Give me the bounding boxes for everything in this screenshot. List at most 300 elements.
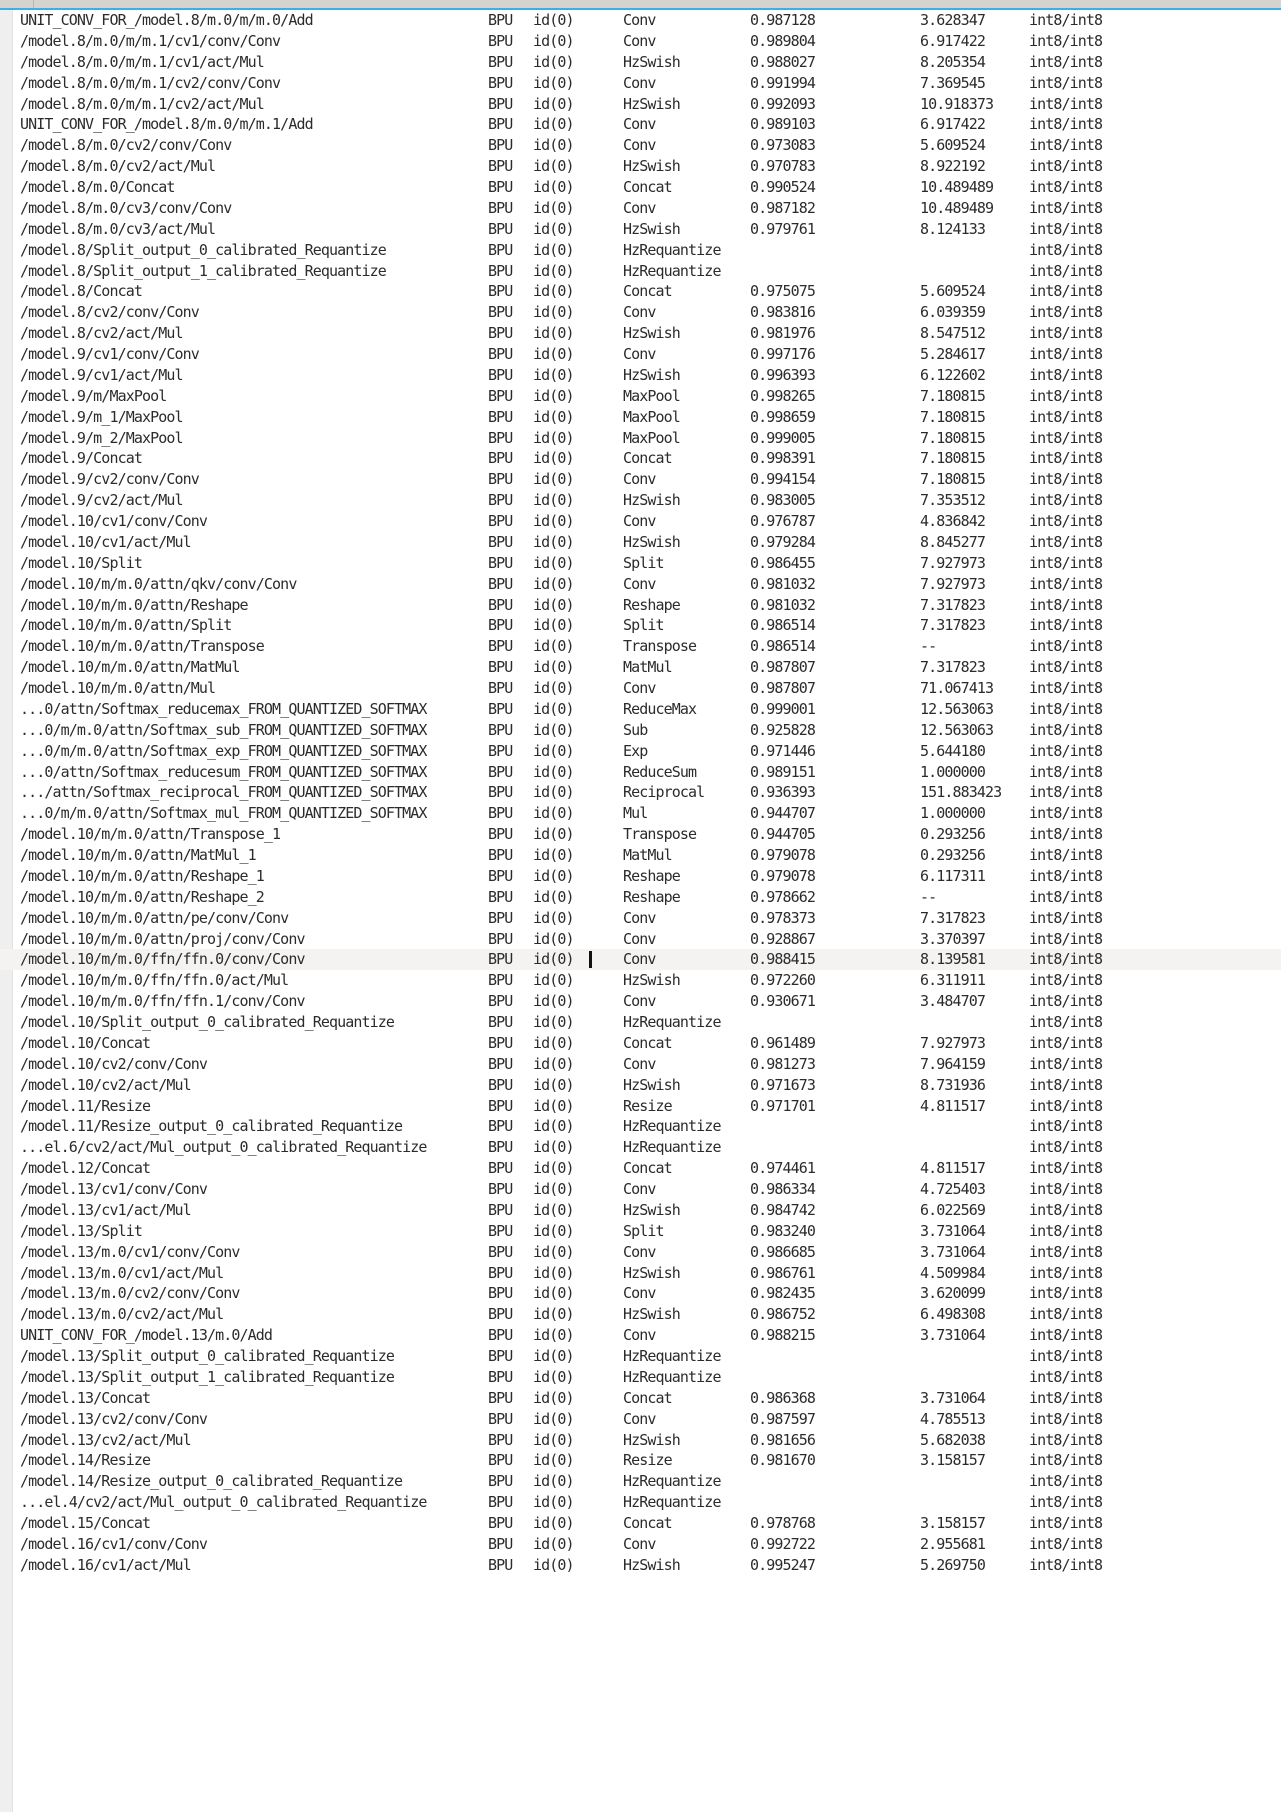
device-cell: BPU xyxy=(488,1347,513,1365)
device-cell: BPU xyxy=(488,1138,513,1157)
device-cell: BPU xyxy=(488,1493,513,1512)
node-name: /model.10/cv2/conv/Conv xyxy=(20,1054,208,1073)
subgraph-cell: id(0) xyxy=(533,1263,574,1282)
max-value-cell: 4.785513 xyxy=(920,1409,986,1428)
subgraph-cell: id(0) xyxy=(533,1472,574,1491)
dtype-cell: int8/int8 xyxy=(1029,1367,1103,1386)
text-line[interactable] xyxy=(0,261,1281,282)
max-value-cell: 8.205354 xyxy=(920,52,986,71)
op-type-cell: HzRequantize xyxy=(623,1347,721,1365)
dtype-cell: int8/int8 xyxy=(1029,908,1103,927)
text-line[interactable] xyxy=(0,1263,1281,1284)
max-value-cell: 8.731936 xyxy=(920,1075,986,1094)
text-line[interactable] xyxy=(0,281,1281,302)
cosine-similarity-cell: 0.990524 xyxy=(750,178,816,196)
device-cell: BPU xyxy=(488,282,513,301)
cosine-similarity-cell: 0.984742 xyxy=(750,1200,816,1219)
dtype-cell: int8/int8 xyxy=(1029,1430,1103,1449)
op-type-cell: Concat xyxy=(623,1159,672,1178)
subgraph-cell: id(0) xyxy=(533,512,574,530)
dtype-cell: int8/int8 xyxy=(1029,386,1103,405)
dtype-cell: int8/int8 xyxy=(1029,532,1103,551)
device-cell: BPU xyxy=(488,1472,513,1491)
op-type-cell: HzRequantize xyxy=(623,1013,721,1031)
node-name: /model.10/m/m.0/attn/Reshape xyxy=(20,595,248,614)
text-editor-content[interactable] xyxy=(0,10,1281,1576)
text-line[interactable] xyxy=(0,1200,1281,1221)
max-value-cell: 7.317823 xyxy=(920,595,986,614)
subgraph-cell: id(0) xyxy=(533,386,574,405)
text-line[interactable] xyxy=(0,1096,1281,1117)
text-line[interactable] xyxy=(0,824,1281,845)
device-cell: BPU xyxy=(488,136,513,155)
device-cell: BPU xyxy=(488,1200,513,1219)
dtype-cell: int8/int8 xyxy=(1029,866,1103,885)
node-name: /model.13/cv2/act/Mul xyxy=(20,1430,191,1449)
dtype-cell: int8/int8 xyxy=(1029,1472,1103,1491)
cosine-similarity-cell: 0.986752 xyxy=(750,1305,816,1324)
dtype-cell: int8/int8 xyxy=(1029,783,1103,802)
subgraph-cell: id(0) xyxy=(533,658,574,677)
device-cell: BPU xyxy=(488,73,513,92)
device-cell: BPU xyxy=(488,428,513,447)
text-line[interactable] xyxy=(0,887,1281,908)
text-line[interactable] xyxy=(0,177,1281,198)
subgraph-cell: id(0) xyxy=(533,637,574,656)
text-line[interactable] xyxy=(0,1492,1281,1513)
max-value-cell: 3.628347 xyxy=(920,11,986,29)
op-type-cell: HzSwish xyxy=(623,365,680,384)
text-line[interactable] xyxy=(0,219,1281,240)
node-name: /model.8/Split_output_0_calibrated_Requantize xyxy=(20,240,386,259)
text-line[interactable] xyxy=(0,1221,1281,1242)
text-line[interactable] xyxy=(0,490,1281,511)
dtype-cell: int8/int8 xyxy=(1029,261,1103,280)
text-line[interactable] xyxy=(0,636,1281,657)
text-line[interactable] xyxy=(0,929,1281,950)
op-type-cell: Conv xyxy=(623,31,656,50)
text-line[interactable] xyxy=(0,365,1281,386)
node-name: .../attn/Softmax_reciprocal_FROM_QUANTIZED_SOFTMAX xyxy=(20,783,427,802)
op-type-cell: HzSwish xyxy=(623,971,680,990)
node-name: /model.14/Resize_output_0_calibrated_Requantize xyxy=(20,1472,403,1491)
op-type-cell: Concat xyxy=(623,1033,672,1052)
cosine-similarity-cell: 0.981670 xyxy=(750,1451,816,1470)
max-value-cell: 3.484707 xyxy=(920,992,986,1011)
dtype-cell: int8/int8 xyxy=(1029,1514,1103,1532)
max-value-cell: 6.022569 xyxy=(920,1200,986,1219)
op-type-cell: Reshape xyxy=(623,595,680,614)
device-cell: BPU xyxy=(488,1534,513,1553)
text-line[interactable] xyxy=(0,1116,1281,1137)
dtype-cell: int8/int8 xyxy=(1029,345,1103,363)
text-line[interactable] xyxy=(0,1555,1281,1576)
op-type-cell: Conv xyxy=(623,908,656,927)
max-value-cell: 3.620099 xyxy=(920,1284,986,1303)
text-line[interactable] xyxy=(0,156,1281,177)
device-cell: BPU xyxy=(488,1117,513,1136)
text-line[interactable] xyxy=(0,699,1281,720)
device-cell: BPU xyxy=(488,52,513,71)
node-name: /model.10/m/m.0/attn/Reshape_1 xyxy=(20,866,264,885)
dtype-cell: int8/int8 xyxy=(1029,512,1103,530)
subgraph-cell: id(0) xyxy=(533,846,574,864)
max-value-cell: 0.293256 xyxy=(920,825,986,844)
cosine-similarity-cell: 0.978373 xyxy=(750,908,816,927)
text-line[interactable] xyxy=(0,1346,1281,1367)
node-name: /model.8/m.0/cv3/act/Mul xyxy=(20,219,216,238)
max-value-cell: 6.122602 xyxy=(920,365,986,384)
dtype-cell: int8/int8 xyxy=(1029,1200,1103,1219)
node-name: UNIT_CONV_FOR_/model.13/m.0/Add xyxy=(20,1326,273,1345)
text-line[interactable] xyxy=(0,1409,1281,1430)
device-cell: BPU xyxy=(488,616,513,635)
cosine-similarity-cell: 0.944707 xyxy=(750,804,816,823)
max-value-cell: 7.180815 xyxy=(920,470,986,489)
cosine-similarity-cell: 0.979078 xyxy=(750,866,816,885)
text-line[interactable] xyxy=(0,1325,1281,1346)
text-line[interactable] xyxy=(0,73,1281,94)
text-line[interactable] xyxy=(0,407,1281,428)
text-line[interactable] xyxy=(0,1075,1281,1096)
subgraph-cell: id(0) xyxy=(533,679,574,697)
text-line[interactable] xyxy=(0,595,1281,616)
node-name: ...0/m/m.0/attn/Softmax_sub_FROM_QUANTIZED_SOFTMAX xyxy=(20,720,427,739)
cosine-similarity-cell: 0.996393 xyxy=(750,365,816,384)
dtype-cell: int8/int8 xyxy=(1029,73,1103,92)
subgraph-cell: id(0) xyxy=(533,720,574,739)
subgraph-cell: id(0) xyxy=(533,1159,574,1178)
text-line[interactable] xyxy=(0,803,1281,824)
node-name: /model.10/m/m.0/attn/Mul xyxy=(20,679,216,697)
text-line[interactable] xyxy=(0,720,1281,741)
op-type-cell: HzSwish xyxy=(623,324,680,343)
subgraph-cell: id(0) xyxy=(533,1221,574,1240)
op-type-cell: Conv xyxy=(623,136,656,155)
dtype-cell: int8/int8 xyxy=(1029,741,1103,760)
subgraph-cell: id(0) xyxy=(533,178,574,196)
max-value-cell: 5.269750 xyxy=(920,1555,986,1574)
text-line[interactable] xyxy=(0,615,1281,636)
node-name: /model.10/Split_output_0_calibrated_Requantize xyxy=(20,1013,395,1031)
node-name: /model.10/cv1/conv/Conv xyxy=(20,512,208,530)
device-cell: BPU xyxy=(488,219,513,238)
max-value-cell: -- xyxy=(920,887,937,906)
text-line[interactable] xyxy=(0,1513,1281,1534)
op-type-cell: Conv xyxy=(623,11,656,29)
text-line[interactable] xyxy=(0,344,1281,365)
node-name: UNIT_CONV_FOR_/model.8/m.0/m/m.0/Add xyxy=(20,11,313,29)
device-cell: BPU xyxy=(488,386,513,405)
text-line[interactable] xyxy=(0,1534,1281,1555)
op-type-cell: HzRequantize xyxy=(623,1367,721,1386)
op-type-cell: Resize xyxy=(623,1096,672,1115)
op-type-cell: Concat xyxy=(623,282,672,301)
op-type-cell: Conv xyxy=(623,345,656,363)
dtype-cell: int8/int8 xyxy=(1029,1075,1103,1094)
text-line[interactable] xyxy=(0,1137,1281,1158)
subgraph-cell: id(0) xyxy=(533,1013,574,1031)
text-line[interactable] xyxy=(0,10,1281,31)
device-cell: BPU xyxy=(488,1096,513,1115)
subgraph-cell: id(0) xyxy=(533,866,574,885)
cosine-similarity-cell: 0.986761 xyxy=(750,1263,816,1282)
max-value-cell: 4.509984 xyxy=(920,1263,986,1282)
device-cell: BPU xyxy=(488,365,513,384)
device-cell: BPU xyxy=(488,1367,513,1386)
text-line[interactable] xyxy=(0,1430,1281,1451)
op-type-cell: Conv xyxy=(623,198,656,217)
node-name: /model.8/m.0/cv2/conv/Conv xyxy=(20,136,232,155)
device-cell: BPU xyxy=(488,992,513,1011)
subgraph-cell: id(0) xyxy=(533,1388,574,1407)
op-type-cell: Conv xyxy=(623,1534,656,1553)
dtype-cell: int8/int8 xyxy=(1029,1033,1103,1052)
max-value-cell: 5.284617 xyxy=(920,345,986,363)
device-cell: BPU xyxy=(488,783,513,802)
dtype-cell: int8/int8 xyxy=(1029,1305,1103,1324)
text-line[interactable] xyxy=(0,991,1281,1012)
text-line[interactable] xyxy=(0,762,1281,783)
node-name: ...0/m/m.0/attn/Softmax_exp_FROM_QUANTIZED_SOFTMAX xyxy=(20,741,427,760)
text-line[interactable] xyxy=(0,428,1281,449)
text-line[interactable] xyxy=(0,678,1281,699)
subgraph-cell: id(0) xyxy=(533,1096,574,1115)
text-line[interactable] xyxy=(0,240,1281,261)
dtype-cell: int8/int8 xyxy=(1029,303,1103,322)
cosine-similarity-cell: 0.999005 xyxy=(750,428,816,447)
max-value-cell: 12.563063 xyxy=(920,699,994,718)
device-cell: BPU xyxy=(488,679,513,697)
node-name: /model.14/Resize xyxy=(20,1451,151,1470)
subgraph-cell: id(0) xyxy=(533,929,574,948)
text-line[interactable] xyxy=(0,845,1281,866)
max-value-cell: 6.039359 xyxy=(920,303,986,322)
subgraph-cell: id(0) xyxy=(533,31,574,50)
node-name: /model.10/m/m.0/attn/MatMul_1 xyxy=(20,846,256,864)
subgraph-cell: id(0) xyxy=(533,1200,574,1219)
text-line[interactable] xyxy=(0,1450,1281,1471)
dtype-cell: int8/int8 xyxy=(1029,11,1103,29)
max-value-cell: 151.883423 xyxy=(920,783,1002,802)
subgraph-cell: id(0) xyxy=(533,1451,574,1470)
subgraph-cell: id(0) xyxy=(533,741,574,760)
cosine-similarity-cell: 0.974461 xyxy=(750,1159,816,1178)
dtype-cell: int8/int8 xyxy=(1029,240,1103,259)
dtype-cell: int8/int8 xyxy=(1029,1534,1103,1553)
text-line[interactable] xyxy=(0,553,1281,574)
device-cell: BPU xyxy=(488,345,513,363)
device-cell: BPU xyxy=(488,1451,513,1470)
node-name: /model.9/cv2/act/Mul xyxy=(20,491,183,510)
text-line[interactable] xyxy=(0,1012,1281,1033)
device-cell: BPU xyxy=(488,762,513,781)
text-line[interactable] xyxy=(0,1158,1281,1179)
dtype-cell: int8/int8 xyxy=(1029,1493,1103,1512)
node-name: /model.15/Concat xyxy=(20,1514,151,1532)
text-line[interactable] xyxy=(0,866,1281,887)
text-line[interactable] xyxy=(0,908,1281,929)
max-value-cell: 10.489489 xyxy=(920,198,994,217)
max-value-cell: 4.811517 xyxy=(920,1096,986,1115)
cosine-similarity-cell: 0.961489 xyxy=(750,1033,816,1052)
cosine-similarity-cell: 0.979078 xyxy=(750,846,816,864)
text-line[interactable] xyxy=(0,302,1281,323)
text-line[interactable] xyxy=(0,386,1281,407)
text-line[interactable] xyxy=(0,52,1281,73)
dtype-cell: int8/int8 xyxy=(1029,136,1103,155)
node-name: /model.9/m/MaxPool xyxy=(20,386,167,405)
cosine-similarity-cell: 0.986514 xyxy=(750,637,816,656)
subgraph-cell: id(0) xyxy=(533,136,574,155)
cosine-similarity-cell: 0.972260 xyxy=(750,971,816,990)
text-line[interactable] xyxy=(0,741,1281,762)
text-line[interactable] xyxy=(0,323,1281,344)
op-type-cell: MatMul xyxy=(623,658,672,677)
subgraph-cell: id(0) xyxy=(533,1033,574,1052)
subgraph-cell: id(0) xyxy=(533,1514,574,1532)
node-name: /model.8/cv2/conv/Conv xyxy=(20,303,199,322)
subgraph-cell: id(0) xyxy=(533,762,574,781)
node-name: /model.8/m.0/m/m.1/cv2/conv/Conv xyxy=(20,73,281,92)
op-type-cell: HzSwish xyxy=(623,1305,680,1324)
op-type-cell: HzSwish xyxy=(623,1555,680,1574)
device-cell: BPU xyxy=(488,637,513,656)
text-line[interactable] xyxy=(0,114,1281,135)
cosine-similarity-cell: 0.944705 xyxy=(750,825,816,844)
dtype-cell: int8/int8 xyxy=(1029,219,1103,238)
text-line[interactable] xyxy=(0,135,1281,156)
max-value-cell: 8.922192 xyxy=(920,157,986,176)
device-cell: BPU xyxy=(488,324,513,343)
node-name: /model.11/Resize_output_0_calibrated_Requantize xyxy=(20,1117,403,1136)
op-type-cell: MatMul xyxy=(623,846,672,864)
text-line[interactable] xyxy=(0,1283,1281,1304)
cosine-similarity-cell: 0.981656 xyxy=(750,1430,816,1449)
cosine-similarity-cell: 0.998659 xyxy=(750,407,816,426)
text-line[interactable] xyxy=(0,1033,1281,1054)
subgraph-cell: id(0) xyxy=(533,1180,574,1198)
op-type-cell: Split xyxy=(623,1221,664,1240)
text-line[interactable] xyxy=(0,1054,1281,1075)
device-cell: BPU xyxy=(488,950,513,969)
text-line[interactable] xyxy=(0,532,1281,553)
cosine-similarity-cell: 0.981273 xyxy=(750,1054,816,1073)
device-cell: BPU xyxy=(488,11,513,29)
text-line[interactable] xyxy=(0,31,1281,52)
subgraph-cell: id(0) xyxy=(533,428,574,447)
max-value-cell: 6.917422 xyxy=(920,31,986,50)
subgraph-cell: id(0) xyxy=(533,1326,574,1345)
subgraph-cell: id(0) xyxy=(533,365,574,384)
cosine-similarity-cell: 0.987597 xyxy=(750,1409,816,1428)
max-value-cell: 8.547512 xyxy=(920,324,986,343)
text-line[interactable] xyxy=(0,198,1281,219)
node-name: /model.9/cv1/act/Mul xyxy=(20,365,183,384)
max-value-cell: 1.000000 xyxy=(920,762,986,781)
text-line[interactable] xyxy=(0,448,1281,469)
cosine-similarity-cell: 0.986334 xyxy=(750,1180,816,1198)
subgraph-cell: id(0) xyxy=(533,783,574,802)
text-line[interactable] xyxy=(0,1304,1281,1325)
cosine-similarity-cell: 0.925828 xyxy=(750,720,816,739)
dtype-cell: int8/int8 xyxy=(1029,94,1103,113)
subgraph-cell: id(0) xyxy=(533,324,574,343)
device-cell: BPU xyxy=(488,1326,513,1345)
device-cell: BPU xyxy=(488,553,513,572)
dtype-cell: int8/int8 xyxy=(1029,1180,1103,1198)
subgraph-cell: id(0) xyxy=(533,1305,574,1324)
subgraph-cell: id(0) xyxy=(533,887,574,906)
dtype-cell: int8/int8 xyxy=(1029,679,1103,697)
text-line[interactable] xyxy=(0,469,1281,490)
cosine-similarity-cell: 0.992093 xyxy=(750,94,816,113)
text-line[interactable] xyxy=(0,949,1281,970)
op-type-cell: Conv xyxy=(623,115,656,134)
device-cell: BPU xyxy=(488,1013,513,1031)
dtype-cell: int8/int8 xyxy=(1029,804,1103,823)
node-name: /model.13/Split_output_1_calibrated_Requantize xyxy=(20,1367,395,1386)
text-line[interactable] xyxy=(0,1471,1281,1492)
text-line[interactable] xyxy=(0,1388,1281,1409)
dtype-cell: int8/int8 xyxy=(1029,1096,1103,1115)
cosine-similarity-cell: 0.988415 xyxy=(750,950,816,969)
text-line[interactable] xyxy=(0,94,1281,115)
max-value-cell: 6.498308 xyxy=(920,1305,986,1324)
max-value-cell: 7.180815 xyxy=(920,407,986,426)
node-name: /model.10/Split xyxy=(20,553,142,572)
node-name: ...el.4/cv2/act/Mul_output_0_calibrated_Requantize xyxy=(20,1493,427,1512)
op-type-cell: HzSwish xyxy=(623,52,680,71)
node-name: /model.10/m/m.0/ffn/ffn.0/conv/Conv xyxy=(20,950,305,969)
op-type-cell: Reshape xyxy=(623,887,680,906)
text-line[interactable] xyxy=(0,657,1281,678)
cosine-similarity-cell: 0.971673 xyxy=(750,1075,816,1094)
subgraph-cell: id(0) xyxy=(533,282,574,301)
subgraph-cell: id(0) xyxy=(533,240,574,259)
dtype-cell: int8/int8 xyxy=(1029,637,1103,656)
text-line[interactable] xyxy=(0,782,1281,803)
text-line[interactable] xyxy=(0,511,1281,532)
text-line[interactable] xyxy=(0,1242,1281,1263)
node-name: ...el.6/cv2/act/Mul_output_0_calibrated_Requantize xyxy=(20,1138,427,1157)
cosine-similarity-cell: 0.971446 xyxy=(750,741,816,760)
op-type-cell: Exp xyxy=(623,741,648,760)
text-line[interactable] xyxy=(0,574,1281,595)
node-name: /model.10/m/m.0/attn/qkv/conv/Conv xyxy=(20,574,297,593)
max-value-cell: 71.067413 xyxy=(920,679,994,697)
subgraph-cell: id(0) xyxy=(533,1555,574,1574)
cosine-similarity-cell: 0.987128 xyxy=(750,11,816,29)
text-line[interactable] xyxy=(0,1179,1281,1200)
max-value-cell: -- xyxy=(920,637,937,656)
text-line[interactable] xyxy=(0,970,1281,991)
dtype-cell: int8/int8 xyxy=(1029,407,1103,426)
node-name: /model.10/Concat xyxy=(20,1033,151,1052)
text-line[interactable] xyxy=(0,1367,1281,1388)
cosine-similarity-cell: 0.987807 xyxy=(750,658,816,677)
node-name: /model.9/Concat xyxy=(20,449,142,468)
op-type-cell: Resize xyxy=(623,1451,672,1470)
subgraph-cell: id(0) xyxy=(533,1242,574,1261)
node-name: /model.13/Split xyxy=(20,1221,142,1240)
op-type-cell: Concat xyxy=(623,178,672,196)
cosine-similarity-cell: 0.979761 xyxy=(750,219,816,238)
subgraph-cell: id(0) xyxy=(533,261,574,280)
cosine-similarity-cell: 0.988027 xyxy=(750,52,816,71)
subgraph-cell: id(0) xyxy=(533,595,574,614)
device-cell: BPU xyxy=(488,491,513,510)
